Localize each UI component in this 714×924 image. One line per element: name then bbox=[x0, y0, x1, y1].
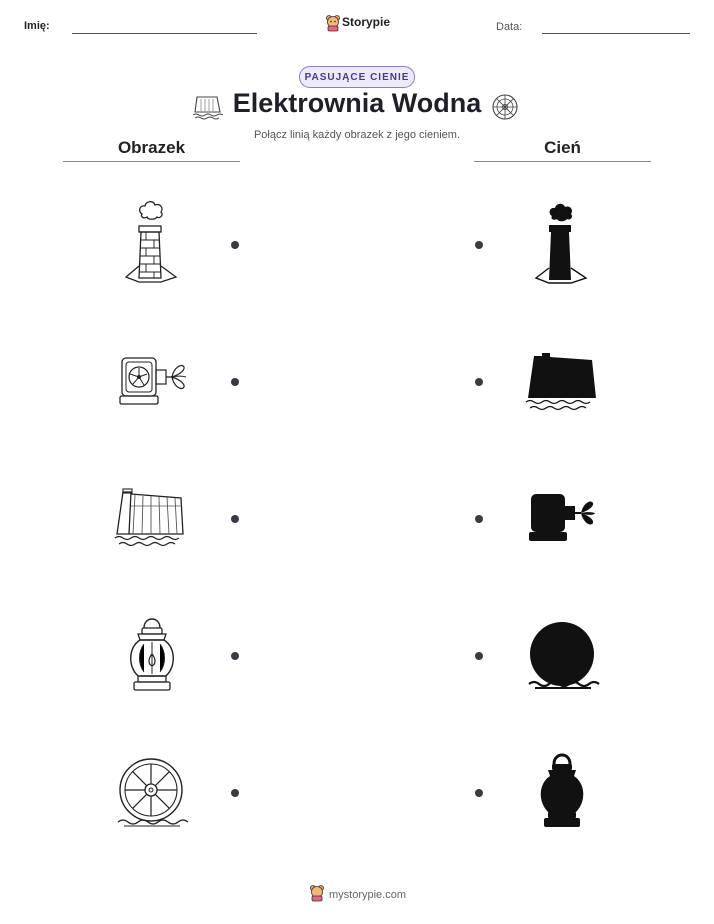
left-dot-3[interactable] bbox=[231, 515, 239, 523]
wheel-title-icon bbox=[490, 93, 520, 123]
chimney-shadow bbox=[532, 202, 594, 286]
left-dot-5[interactable] bbox=[231, 789, 239, 797]
turbine-generator-shadow bbox=[527, 490, 599, 546]
right-column-rule bbox=[474, 161, 651, 162]
date-line[interactable] bbox=[542, 33, 690, 34]
left-column-rule bbox=[63, 161, 240, 162]
dam-shadow bbox=[524, 350, 600, 414]
lantern-icon bbox=[124, 616, 180, 696]
page-title: Elektrownia Wodna bbox=[232, 88, 482, 118]
left-dot-4[interactable] bbox=[231, 652, 239, 660]
right-dot-4[interactable] bbox=[475, 652, 483, 660]
water-wheel-shadow bbox=[525, 620, 601, 696]
chimney-icon bbox=[118, 200, 184, 286]
left-column-heading: Obrazek bbox=[117, 138, 186, 157]
brand-name: Storypie bbox=[342, 15, 391, 29]
dam-icon bbox=[113, 486, 189, 550]
footer-link[interactable]: mystorypie.com bbox=[329, 889, 407, 901]
right-dot-3[interactable] bbox=[475, 515, 483, 523]
date-label: Data: bbox=[496, 21, 523, 33]
bear-icon bbox=[325, 14, 341, 32]
left-dot-1[interactable] bbox=[231, 241, 239, 249]
right-dot-2[interactable] bbox=[475, 378, 483, 386]
right-dot-1[interactable] bbox=[475, 241, 483, 249]
right-column-heading: Cień bbox=[544, 138, 581, 157]
brand-logo bbox=[325, 13, 395, 33]
category-badge: PASUJĄCE CIENIE bbox=[299, 66, 415, 88]
name-label: Imię: bbox=[24, 20, 50, 32]
turbine-generator-icon bbox=[116, 352, 190, 412]
lantern-shadow bbox=[534, 752, 590, 832]
name-line[interactable] bbox=[72, 33, 257, 34]
left-dot-2[interactable] bbox=[231, 378, 239, 386]
instructions: Połącz linią każdy obrazek z jego cieniem. bbox=[253, 129, 461, 141]
water-wheel-icon bbox=[114, 756, 190, 832]
footer-bear-icon bbox=[309, 884, 325, 902]
right-dot-5[interactable] bbox=[475, 789, 483, 797]
